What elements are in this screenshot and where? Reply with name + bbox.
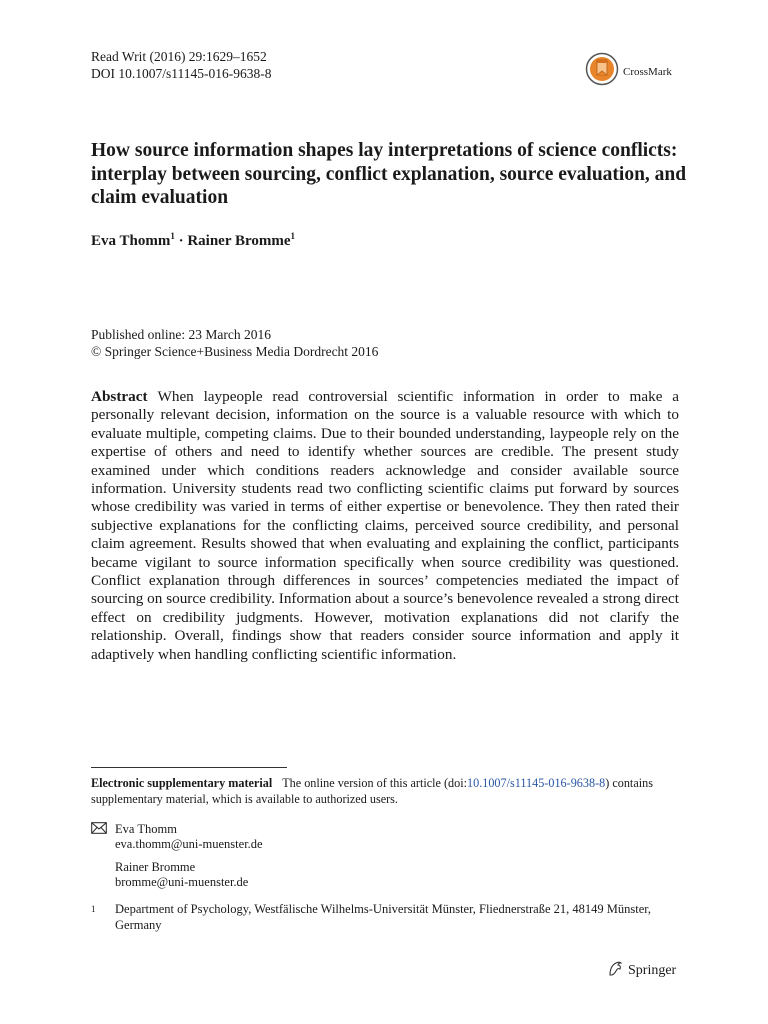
author-name: Rainer Bromme [187, 233, 291, 249]
affiliation-text: Department of Psychology, Westfälische Wilhelms-Universität Münster, Fliednerstraße 21, 48149 Münster, Germany [115, 902, 652, 932]
journal-citation [91, 48, 271, 82]
publication-info [91, 326, 378, 360]
publisher-name: Springer [628, 962, 677, 978]
abstract-label: Abstract [91, 388, 148, 405]
abstract-text: When laypeople read controversial scientific information in order to make a personally relevant decision, information on the source is a valuable resource with which to evaluate multiple, competing claims. Due to their bounded understanding, laypeople rely on the expertise of others and need to identify whether sources are credible. The present study examined under which conditions readers acknowledge and consider available source information. University students read two conflicting scientific claims put forward by sources whose credibility was varied in terms of either expertise or benevolence. They then rated their subjective explanations for the conflicting claims, perceived source credibility, and personal claim agreement. Results showed that when evaluating and explaining the conflict, participants became vigilant to source information specifically when source credibility was questioned. Conflict explanation through differences in sources’ competencies mediated the impact of sourcing on source credibility. Information about a source’s benevolence revealed a strong direct effect on credibility judgments. However, motivation explanations did not clarify the relationship. Overall, findings show that readers consider source information and apply it adaptively when handling conflicting scientific information. [91, 388, 679, 663]
envelope-icon [91, 822, 115, 890]
crossmark-label: CrossMark [623, 65, 672, 78]
abstract [91, 388, 679, 664]
esm-text-after: ) contains supplementary material, which is available to authorized users. [91, 776, 653, 806]
publisher-logo [606, 959, 676, 982]
published-date: Published online: 23 March 2016 [91, 327, 271, 342]
contact-name: Rainer Bromme [115, 860, 196, 874]
author-list [91, 231, 295, 250]
author-separator: · [178, 233, 184, 249]
contact-email[interactable]: eva.thomm@uni-muenster.de [115, 837, 263, 851]
esm-doi-link[interactable]: 10.1007/s11145-016-9638-8 [467, 776, 606, 790]
doi-line: DOI 10.1007/s11145-016-9638-8 [91, 66, 272, 81]
contact-name: Eva Thomm [115, 822, 177, 836]
esm-text-before: The online version of this article (doi: [282, 776, 467, 790]
contact-email[interactable]: bromme@uni-muenster.de [115, 875, 249, 889]
springer-horse-icon [606, 959, 624, 982]
supplementary-note [91, 775, 691, 807]
copyright-line: © Springer Science+Business Media Dordrecht 2016 [91, 344, 379, 359]
journal-line: Read Writ (2016) 29:1629–1652 [91, 49, 267, 64]
author-name: Eva Thomm [91, 233, 171, 249]
esm-label: Electronic supplementary material [91, 776, 273, 790]
crossmark-icon [585, 52, 621, 91]
correspondence [91, 822, 263, 890]
author-affil-mark: 1 [170, 231, 175, 241]
affiliation [91, 902, 675, 933]
affiliation-number: 1 [91, 904, 96, 914]
author-affil-mark: 1 [290, 231, 296, 241]
footnote-rule [91, 767, 287, 768]
paper-title: How source information shapes lay interpretations of science conflicts: interplay between sourcing, conflict explanation, source evaluation, and claim evaluation [91, 140, 687, 208]
crossmark-badge[interactable] [585, 52, 672, 91]
